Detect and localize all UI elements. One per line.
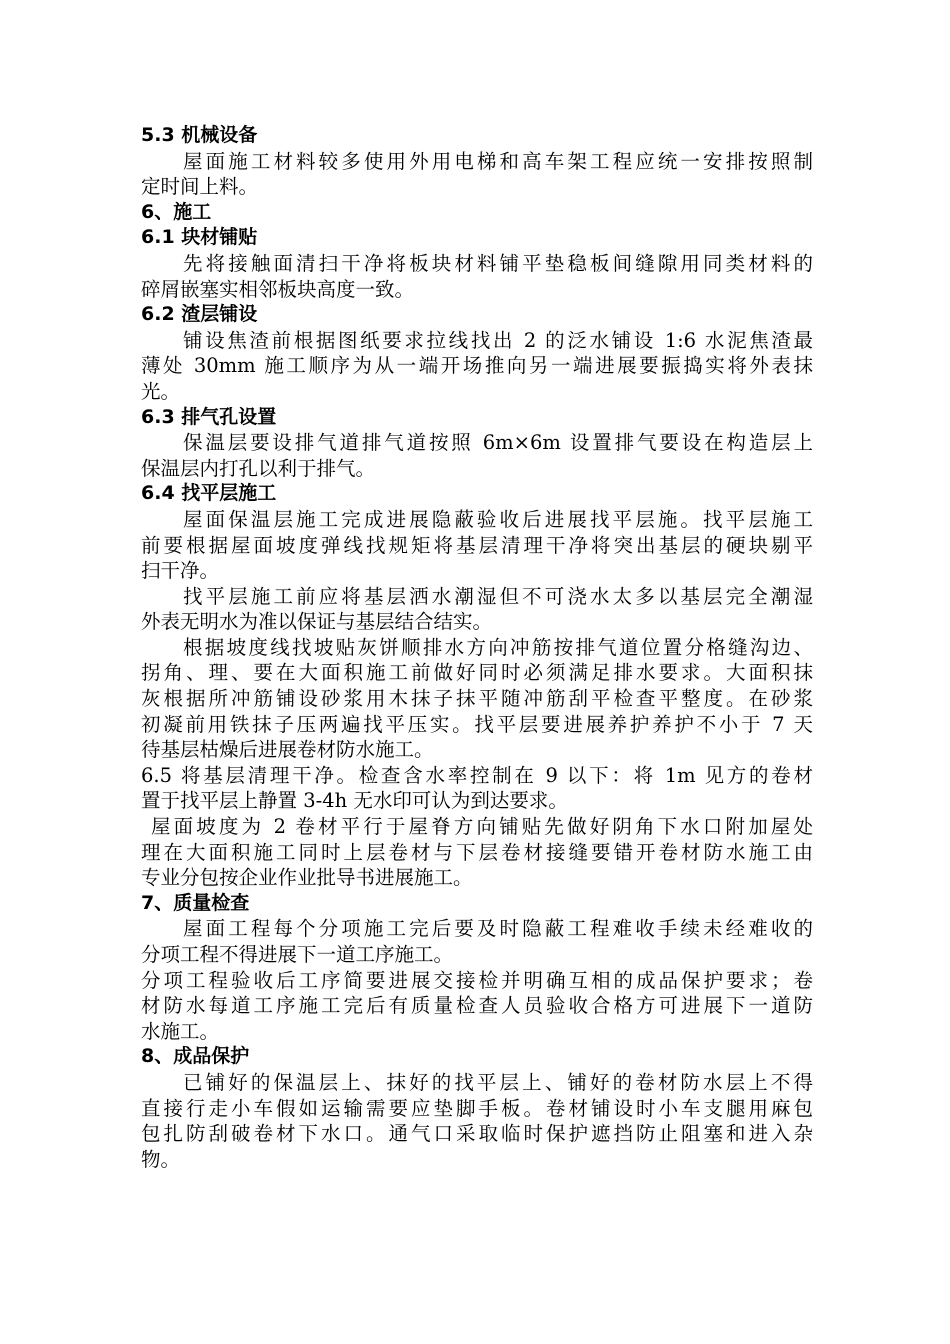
paragraph-line: 待基层枯燥后进展卷材防水施工。: [141, 738, 434, 762]
paragraph-line: 前要根据屋面坡度弹线找规矩将基层清理干净将突出基层的硬块剔平: [141, 533, 813, 557]
paragraph-line: 保温层要设排气道排气道按照 6m×6m 设置排气要设在构造层上: [183, 431, 813, 455]
paragraph-line: 置于找平层上静置 3-4h 无水印可认为到达要求。: [141, 789, 568, 813]
paragraph-line: 物。: [141, 1147, 181, 1171]
paragraph-line: 找平层施工前应将基层洒水潮湿但不可浇水太多以基层完全潮湿: [183, 584, 813, 608]
paragraph-line: 灰根据所冲筋铺设砂浆用木抹子抹平随冲筋刮平检查平整度。在砂浆: [141, 687, 813, 711]
paragraph-line: 分项工程验收后工序简要进展交接检并明确互相的成品保护要求；卷: [141, 968, 813, 992]
paragraph-line: 水施工。: [141, 1019, 220, 1043]
paragraph-line: 扫干净。: [141, 559, 220, 583]
heading-6-1: 6.1 块材铺贴: [141, 226, 258, 249]
paragraph-line: 分项工程不得进展下一道工序施工。: [141, 943, 454, 966]
paragraph-line: 先将接触面清扫干净将板块材料铺平垫稳板间缝隙用同类材料的: [183, 251, 813, 275]
heading-6-2: 6.2 渣层铺设: [141, 303, 258, 326]
heading-6-4: 6.4 找平层施工: [141, 482, 277, 505]
paragraph-line: 外表无明水为准以保证与基层结合结实。: [141, 610, 493, 634]
heading-8: 8、成品保护: [141, 1045, 250, 1068]
document-page: [141, 123, 813, 1172]
paragraph-line: 根据坡度线找坡贴灰饼顺排水方向冲筋按排气道位置分格缝沟边、: [183, 635, 813, 659]
heading-5-3: 5.3 机械设备: [141, 124, 258, 146]
paragraph-line: 拐角、理、要在大面积施工前做好同时必须满足排水要求。大面积抹: [141, 661, 813, 685]
paragraph-line: 已铺好的保温层上、抹好的找平层上、铺好的卷材防水层上不得: [183, 1070, 813, 1094]
paragraph-line: 屋面保温层施工完成进展隐蔽验收后进展找平层施。找平层施工: [183, 507, 813, 531]
paragraph-line: 材防水每道工序施工完后有质量检查人员验收合格方可进展下一道防: [141, 994, 813, 1018]
paragraph-line: 薄处 30mm 施工顺序为从一端开场推向另一端进展要振捣实将外表抹: [141, 354, 813, 378]
paragraph-line: 屋面工程每个分项施工完后要及时隐蔽工程难收手续未经难收的: [183, 917, 813, 941]
paragraph-line: 定时间上料。: [141, 175, 259, 199]
paragraph-line: 6.5 将基层清理干净。检查含水率控制在 9 以下：将 1m 见方的卷材: [141, 763, 813, 787]
paragraph-line: 屋面施工材料较多使用外用电梯和高车架工程应统一安排按照制: [183, 149, 813, 173]
paragraph-line: 直接行走小车假如运输需要应垫脚手板。卷材铺设时小车支腿用麻包: [141, 1096, 813, 1120]
heading-6: 6、施工: [141, 200, 212, 223]
paragraph-line: 理在大面积施工同时上层卷材与下层卷材接缝要错开卷材防水施工由: [141, 840, 813, 864]
paragraph-line: 铺设焦渣前根据图纸要求拉线找出 2 的泛水铺设 1:6 水泥焦渣最: [183, 328, 813, 352]
paragraph-line: 碎屑嵌塞实相邻板块高度一致。: [141, 277, 415, 301]
paragraph-line: 专业分包按企业作业批导书进展施工。: [141, 866, 473, 890]
paragraph-line: 包扎防刮破卷材下水口。通气口采取临时保护遮挡防止阻塞和进入杂: [141, 1122, 813, 1146]
paragraph-line: 保温层内打孔以利于排气。: [141, 456, 376, 480]
paragraph-line: 光。: [141, 379, 181, 403]
heading-6-3: 6.3 排气孔设置: [141, 405, 277, 428]
paragraph-line: 初凝前用铁抹子压两遍找平压实。找平层要进展养护养护不小于 7 天: [141, 712, 813, 736]
paragraph-line: 屋面坡度为 2 卷材平行于屋脊方向铺贴先做好阴角下水口附加屋处: [151, 815, 813, 839]
heading-7: 7、质量检查: [141, 891, 250, 914]
